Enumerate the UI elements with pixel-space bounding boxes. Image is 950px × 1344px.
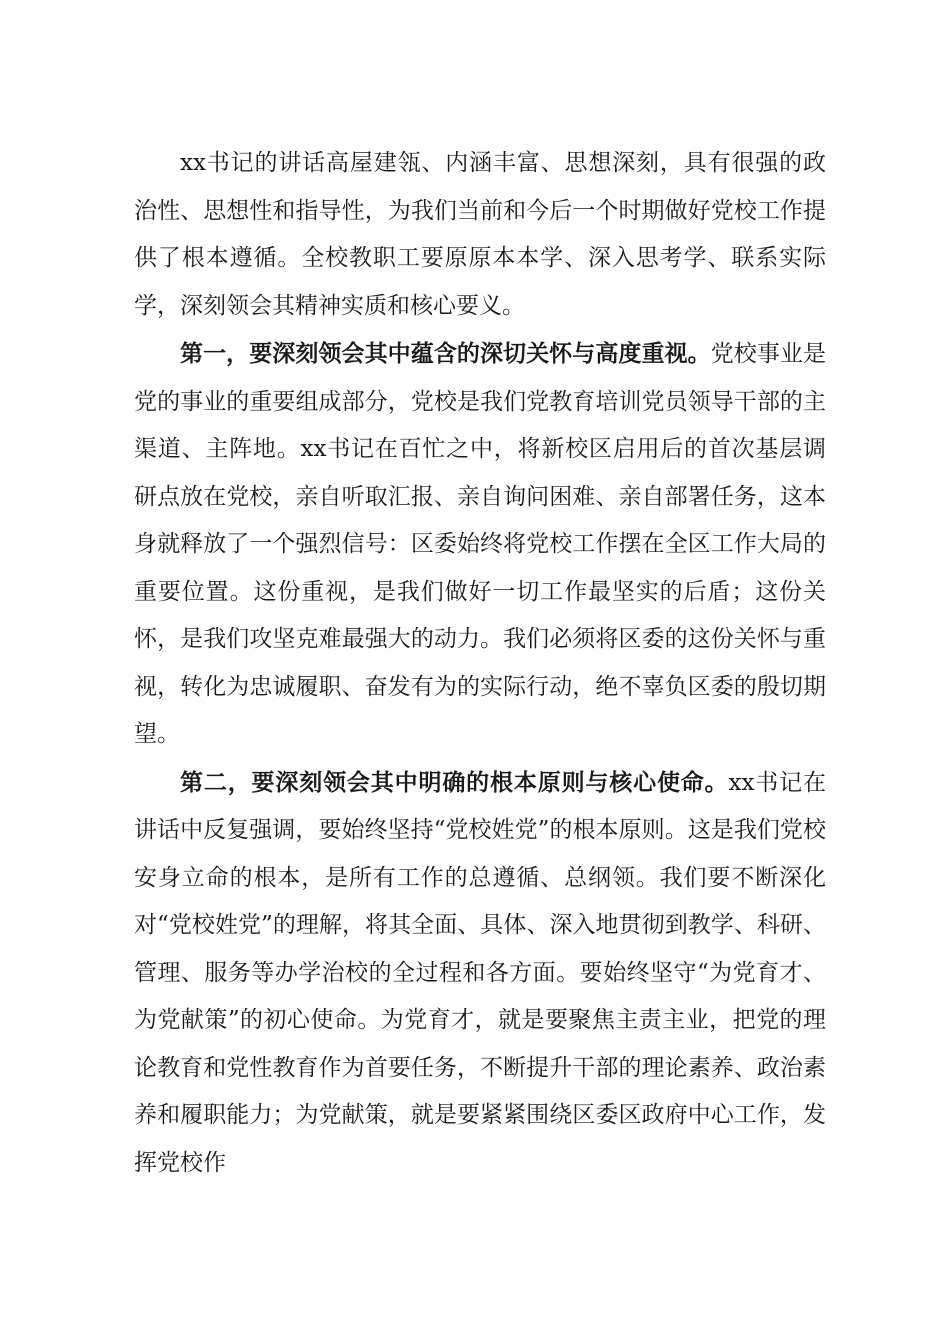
paragraph-second-point-text: xx书记在讲话中反复强调，要始终坚持“党校姓党”的根本原则。这是我们党校安身立命的根本，是所有工作的总遵循、总纲领。我们要不断深化对“党校姓党”的理解，将其全面、具体、深入地贯彻到教学、科研、管理、服务等办学治校的全过程和各方面。要始终坚守“为党育才、为党献策”的初心使命。为党育才，就是要聚焦主责主业，把党的理论教育和党性教育作为首要任务，不断提升干部的理论素养、政治素养和履职能力；为党献策，就是要紧紧围绕区委区政府中心工作，发挥党校作	[134, 769, 827, 1176]
document-body	[134, 140, 826, 1187]
paragraph-second-point-heading: 第二，要深刻领会其中明确的根本原则与核心使命。	[180, 768, 729, 796]
paragraph-first-point-heading: 第一，要深刻领会其中蕴含的深切关怀与高度重视。	[180, 340, 711, 367]
paragraph-first-point	[134, 330, 826, 759]
paragraph-second-point	[134, 759, 826, 1188]
paragraph-intro	[134, 140, 826, 330]
paragraph-intro-text: xx书记的讲话高屋建瓴、内涵丰富、思想深刻，具有很强的政治性、思想性和指导性，为我们当前和今后一个时期做好党校工作提供了根本遵循。全校教职工要原原本本学、深入思考学、联系实际学，深刻领会其精神实质和核心要义。	[134, 150, 826, 319]
paragraph-first-point-text: 党校事业是党的事业的重要组成部分，党校是我们党教育培训党员领导干部的主渠道、主阵地。xx书记在百忙之中，将新校区启用后的首次基层调研点放在党校，亲自听取汇报、亲自询问困难、亲自部署任务，这本身就释放了一个强烈信号：区委始终将党校工作摆在全区工作大局的重要位置。这份重视，是我们做好一切工作最坚实的后盾；这份关怀，是我们攻坚克难最强大的动力。我们必须将区委的这份关怀与重视，转化为忠诚履职、奋发有为的实际行动，绝不辜负区委的殷切期望。	[134, 341, 827, 747]
